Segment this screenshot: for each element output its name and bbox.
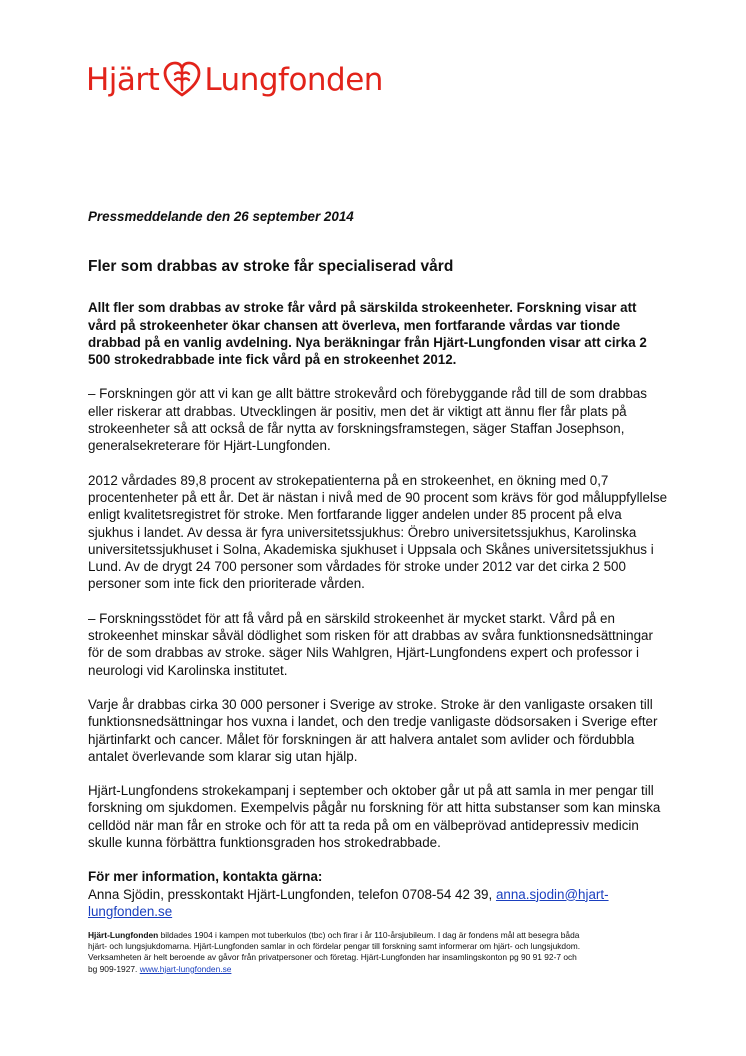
article: [88, 208, 668, 920]
contact-email-link[interactable]: anna.sjodin@hjart-lungfonden.se: [88, 886, 609, 919]
brand-name-right: Lungfonden: [204, 62, 383, 98]
footer-org-name: Hjärt-Lungfonden: [88, 930, 159, 940]
contact-line: [88, 886, 668, 921]
contact-heading: För mer information, kontakta gärna:: [88, 869, 323, 885]
brand-name-left: Hjärt: [86, 62, 160, 98]
footer-website-link[interactable]: www.hjart-lungfonden.se: [139, 963, 232, 974]
body-paragraph-3: – Forskningsstödet för att få vård på en särskild strokeenhet är mycket starkt. Vård på en strokeenhet minskar såväl dödlighet som risken för att drabbas av svåra funktionsnedsättningar för de som drabbas av stroke. säger Nils Wahlgren, Hjärt-Lungfondens expert och professor i neurologi vid Karolinska institutet.: [88, 610, 653, 678]
dateline: Pressmeddelande den 26 september 2014: [88, 209, 354, 224]
contact-text: Anna Sjödin, presskontakt Hjärt-Lungfonden, telefon 0708-54 42 39,: [88, 886, 496, 902]
brand-logo: [86, 58, 383, 102]
body-paragraph-1: – Forskningen gör att vi kan ge allt bättre strokevård och förebyggande råd till de som drabbas eller riskerar att drabbas. Utvecklingen är positiv, men det är viktigt att ännu fler får plats på strokeenheter så att också de får nytta av forskningsframstegen, säger Staffan Josephson, generalsekreterare för Hjärt-Lungfonden.: [88, 386, 648, 454]
body-paragraph-5: Hjärt-Lungfondens strokekampanj i september och oktober går ut på att samla in mer pengar till forskning om sjukdomen. Exempelvis pågår nu forskning för att hitta substanser som kan minska celldöd när man får en stroke och för att ta reda på om en välbeprövad antidepressiv medicin skulle kunna förbättra funktionsgraden hos strokedrabbade.: [88, 783, 661, 851]
footer-boilerplate: [88, 930, 588, 975]
body-paragraph-2: 2012 vårdades 89,8 procent av strokepatienterna på en strokeenhet, en ökning med 0,7 procentenheter på ett år. Det är nästan i nivå med de 90 procent som krävs för god måluppfyllelse enligt kvalitetsregistret för stroke. Men fortfarande ligger andelen under 85 procent på elva sjukhus i landet. Av dessa är fyra universitetssjukhus: Örebro universitetssjukhus, Karolinska universitetssjukhuset i Solna, Akademiska sjukhuset i Uppsala och Skånes universitetssjukhus i Lund. Av de drygt 24 700 personer som vårdades för stroke under 2012 var det cirka 2 500 personer som inte fick den prioriterade vården.: [88, 472, 668, 592]
footer-text: bildades 1904 i kampen mot tuberkulos (tbc) och firar i år 110-årsjubileum. I dag är fondens mål att besegra båda hjärt- och lungsjukdomarna. Hjärt-Lungfonden samlar in och fördelar pengar till forskning samt informerar om hjärt- och lungsjukdom. Verksamheten är helt beroende av gåvor från privatpersoner och företag. Hjärt-Lungfonden har insamlingskonton pg 90 91 92-7 och bg 909-1927.: [88, 930, 581, 974]
heart-lung-icon: [162, 60, 202, 100]
body-paragraph-4: Varje år drabbas cirka 30 000 personer i Sverige av stroke. Stroke är den vanligaste orsaken till funktionsnedsättningar hos vuxna i landet, och den tredje vanligaste dödsorsaken i Sverige efter hjärtinfarkt och cancer. Målet för forskningen är att halvera antalet som avlider och fördubbla antalet överlevande som klarar sig utan hjälp.: [88, 696, 658, 764]
lead-paragraph: Allt fler som drabbas av stroke får vård på särskilda strokeenheter. Forskning visar att vård på strokeenheter ökar chansen att överleva, men fortfarande vårdas var tionde drabbad på en vanlig avdelning. Nya beräkningar från Hjärt-Lungfonden visar att cirka 2 500 strokedrabbade inte fick vård på en strokeenhet 2012.: [88, 300, 647, 368]
headline: Fler som drabbas av stroke får specialiserad vård: [88, 258, 454, 276]
